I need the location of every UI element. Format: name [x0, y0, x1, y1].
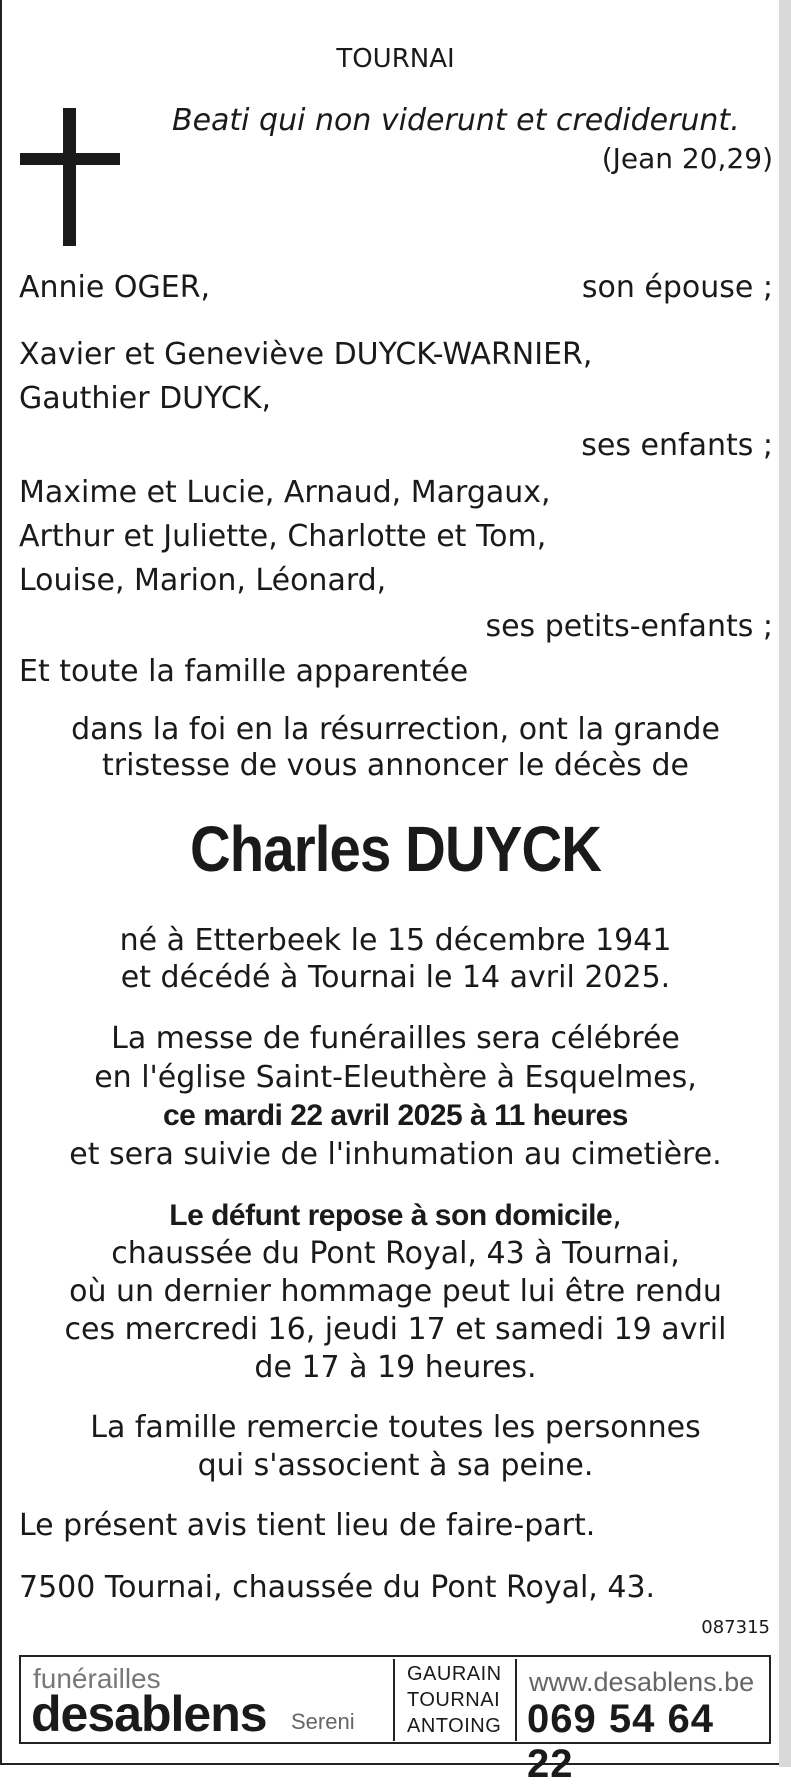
funeral-home-sereni: Sereni — [291, 1709, 355, 1734]
grandchildren-line: Maxime et Lucie, Arnaud, Margaux, — [19, 475, 551, 510]
funeral-home-tagline: funérailles — [33, 1663, 161, 1694]
visitation-lead — [0, 1198, 791, 1233]
visitation-line: chaussée du Pont Royal, 43 à Tournai, — [111, 1236, 680, 1271]
visitation-line: de 17 à 19 heures. — [254, 1350, 537, 1385]
children-role: ses enfants ; — [581, 428, 773, 463]
announcement-line: tristesse de vous annoncer le décès de — [102, 748, 689, 783]
child-line: Gauthier DUYCK, — [19, 381, 271, 416]
footer-town: TOURNAI — [407, 1689, 501, 1711]
funeral-line: et sera suivie de l'inhumation au cimetière. — [69, 1137, 722, 1172]
footer-town: ANTOING — [407, 1715, 502, 1737]
cross-icon-bar — [20, 153, 120, 165]
funeral-date: ce mardi 22 avril 2025 à 11 heures — [162, 1099, 628, 1132]
footer-town: GAURAIN — [407, 1663, 502, 1685]
funeral-line: en l'église Saint-Eleuthère à Esquelmes, — [94, 1060, 697, 1095]
visitation-line: ces mercredi 16, jeudi 17 et samedi 19 avril — [64, 1312, 727, 1347]
visitation-lead-bold: Le défunt repose à son domicile — [169, 1199, 613, 1232]
funeral-home-website[interactable]: www.desablens.be — [529, 1667, 755, 1697]
funeral-line: La messe de funérailles sera célébrée — [111, 1021, 680, 1056]
bible-quote: Beati qui non viderunt et crediderunt. — [172, 103, 740, 138]
bible-quote-reference: (Jean 20,29) — [601, 142, 773, 175]
child-line: Xavier et Geneviève DUYCK-WARNIER, — [19, 337, 593, 372]
family-address: 7500 Tournai, chaussée du Pont Royal, 43. — [19, 1570, 656, 1605]
funeral-home-brand: desablens — [31, 1686, 267, 1742]
reference-number: 087315 — [701, 1617, 770, 1638]
thanks-line: La famille remercie toutes les personnes — [90, 1410, 701, 1445]
visitation-line: où un dernier hommage peut lui être rendu — [69, 1274, 722, 1309]
footer-divider — [393, 1659, 395, 1741]
faire-part-notice: Le présent avis tient lieu de faire-part. — [19, 1508, 596, 1543]
spouse-role: son épouse ; — [581, 270, 773, 305]
cross-icon — [63, 108, 76, 246]
announcement-line: dans la foi en la résurrection, ont la grande — [71, 712, 720, 747]
thanks-line: qui s'associent à sa peine. — [197, 1448, 594, 1483]
footer-divider — [515, 1659, 517, 1741]
grandchildren-role: ses petits-enfants ; — [485, 609, 773, 644]
funeral-home-banner — [19, 1655, 771, 1786]
grandchildren-line: Louise, Marion, Léonard, — [19, 563, 387, 598]
birth-info: né à Etterbeek le 15 décembre 1941 — [119, 923, 672, 958]
spouse-name: Annie OGER, — [19, 270, 211, 305]
city-heading: TOURNAI — [336, 44, 455, 74]
visitation-lead-rest: , — [612, 1198, 622, 1233]
funeral-home-phone[interactable]: 069 54 64 22 — [527, 1697, 714, 1786]
death-info: et décédé à Tournai le 14 avril 2025. — [120, 960, 671, 995]
extended-family: Et toute la famille apparentée — [19, 654, 469, 689]
grandchildren-line: Arthur et Juliette, Charlotte et Tom, — [19, 519, 547, 554]
side-strip — [779, 0, 791, 1767]
deceased-name: Charles DUYCK — [189, 813, 602, 885]
